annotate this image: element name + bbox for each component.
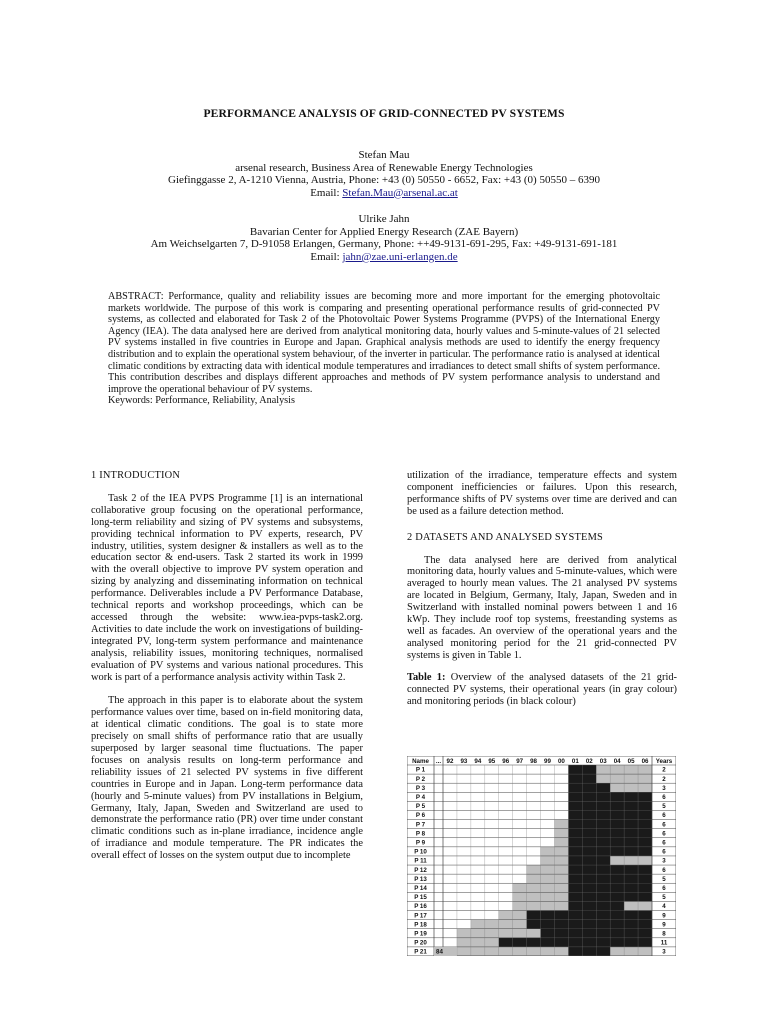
abstract-text: ABSTRACT: Performance, quality and reliability issues are becoming more and more important for the emerging photovoltaic markets worldwide. The purpose of this work is comparing and presenting operational performance results of grid-connected PV systems, as collected and elaborated for Task 2 of the Photovoltaic Power Systems Programme (PVPS) of the International Energy Agency (IEA). The data analysed here are derived from analytical monitoring data, hourly values and 5-minute-values of 21 selected PV systems installed in five countries in Europe and Japan. Graphical analysis methods are used to identify the energy frequency distribution and to explain the operational system behaviour, of the inverter in particular. The performance ratio is analysed at identical climatic conditions by extracting data with identical module temperatures and irradiances to detect small shifts of system performance. This contribution describes and displays different approaches and methods of PV system performance analysis to understand and improve the operational behaviour of PV systems. (108, 291, 660, 395)
author-address: Giefinggasse 2, A-1210 Vienna, Austria, Phone: +43 (0) 50550 - 6652, Fax: +43 (0) 50550 – 6390 (168, 174, 600, 187)
year-column-header: 97 (516, 758, 524, 765)
section-2-heading: 2 DATASETS AND ANALYSED SYSTEMS (407, 531, 603, 543)
author-block-1 (0, 149, 768, 199)
system-name: P 4 (415, 794, 426, 802)
system-name: P 17 (414, 912, 427, 920)
year-column-header: 03 (599, 758, 607, 765)
year-column-header: 00 (557, 758, 565, 765)
monitoring-bar (568, 856, 610, 865)
years-value: 5 (662, 803, 666, 811)
system-name: P 18 (414, 921, 427, 929)
years-value: 2 (662, 775, 666, 783)
system-name: P 21 (414, 948, 427, 956)
year-column-header: 01 (571, 758, 579, 765)
monitoring-bar (527, 911, 652, 920)
left-column (91, 470, 363, 862)
system-name: P 12 (414, 866, 427, 874)
author-email-link[interactable]: Stefan.Mau@arsenal.ac.at (342, 186, 458, 199)
years-value: 6 (662, 866, 666, 874)
year-column-header: 93 (460, 758, 468, 765)
section-1-heading: 1 INTRODUCTION (91, 470, 181, 481)
system-name: P 13 (414, 875, 427, 883)
header-years: Years (655, 758, 673, 765)
year-column-header: 92 (446, 758, 454, 765)
year-column-header: 02 (585, 758, 593, 765)
system-name: P 11 (414, 857, 427, 865)
years-value: 6 (662, 884, 666, 892)
author-block-2 (0, 213, 768, 263)
author-email-link[interactable]: jahn@zae.uni-erlangen.de (342, 250, 458, 263)
year-column-header: 99 (544, 758, 551, 765)
monitoring-bar (568, 947, 610, 956)
system-name: P 1 (415, 766, 426, 774)
year-column-header: 96 (502, 758, 510, 765)
years-value: 11 (660, 939, 668, 947)
header-name: Name (412, 758, 429, 765)
year-column-header: 98 (530, 758, 538, 765)
author-name: Stefan Mau (358, 149, 410, 161)
systems-years-chart (407, 756, 676, 956)
author-name: Ulrike Jahn (358, 213, 410, 225)
years-value: 9 (662, 912, 666, 920)
author-address: Am Weichselgarten 7, D-91058 Erlangen, Germany, Phone: ++49-9131-691-295, Fax: +49-9131-691-181 (150, 238, 618, 251)
right-column (407, 470, 677, 707)
monitoring-bar (568, 783, 610, 792)
email-label: Email: (310, 186, 343, 199)
year-column-header: 04 (613, 758, 621, 765)
system-name: P 9 (415, 839, 426, 847)
years-value: 6 (662, 830, 666, 838)
system-name: P 3 (415, 784, 426, 792)
years-value: 6 (662, 848, 666, 856)
years-value: 6 (662, 812, 666, 820)
table-caption-label: Table 1: (407, 671, 446, 683)
system-name: P 7 (415, 821, 426, 829)
system-name: P 14 (414, 884, 427, 892)
author-email-line (0, 251, 768, 264)
years-value: 3 (662, 784, 666, 792)
system-name: P 6 (415, 812, 426, 820)
table-caption (407, 672, 677, 708)
operational-bar (443, 947, 652, 956)
years-value: 9 (662, 921, 666, 929)
paragraph: The approach in this paper is to elaborate about the system performance values over time, based on in-field monitoring data, at identical climatic conditions. The goal is to state more precisely on small shifts of performance ratio that are usually superposed by larger seasonal time fluctuations. The paper focuses on analysis results on long-term performance and reliability issues of 21 selected PV systems in five different countries in Europe and in Japan. Long-term performance data (hourly and 5-minute values) from PV installations in Belgium, Germany, Italy, Japan, Sweden and Switzerland are used to demonstrate the performance ratio (PR) over time under constant climatic conditions such as in-plane irradiance, incidence angle of irradiance and module temperature. The PR indicates the overall effect of losses on the system output due to incomplete (91, 695, 363, 862)
monitoring-bar (499, 938, 652, 947)
system-name: P 15 (414, 894, 427, 902)
paragraph: The data analysed here are derived from analytical monitoring data, hourly values and 5-minute-values, which were averaged to hourly mean values. The 21 analysed PV systems are located in Belgium, Germany, Italy, Japan, Sweden and in Switzerland with installed nominal powers between 1 and 16 kWp. They include roof top systems, freestanding systems as well as facades. An overview of the operational years and the analysed monitoring period for the 21 grid-connected PV systems is given in Table 1. (407, 554, 677, 661)
system-name: P 16 (414, 903, 427, 911)
years-value: 3 (662, 948, 666, 956)
year-column-header: 94 (474, 758, 482, 765)
system-name: P 2 (415, 775, 426, 783)
email-label: Email: (310, 250, 343, 263)
years-value: 3 (662, 857, 666, 865)
year-column-header: 05 (627, 758, 635, 765)
system-name: P 19 (414, 930, 427, 938)
years-value: 5 (662, 875, 666, 883)
keywords: Keywords: Performance, Reliability, Analysis (108, 395, 295, 407)
paragraph: utilization of the irradiance, temperature effects and system component inefficiencies or failures. Upon this research, performance shifts of PV systems over time are derived and can be used as a failure detection method. (407, 470, 677, 517)
year-column-header: 95 (488, 758, 496, 765)
author-affiliation: arsenal research, Business Area of Renewable Energy Technologies (235, 161, 533, 174)
table-caption-text: Overview of the analysed datasets of the 21 grid-connected PV systems, their operational years (in gray colour) and monitoring periods (in black colour) (407, 671, 677, 707)
paragraph: Task 2 of the IEA PVPS Programme [1] is an international collaborative group focusing on the operational performance, long-term reliability and sizing of PV systems and subsystems, providing technical information to PV experts, research, PV industry, utilities, system designer & installers as well as to the education sector & end-users. Task 2 started its work in 1999 with the overall objective to improve PV system operation and sizing by analyzing and disseminating information on technical performance. Deliverables include a PV Performance Database, technical reports and workshop proceedings, which can be accessed through the website: www.iea-pvps-task2.org. Activities to date include the work on investigations of building-integrated PV, long-term system performance and maintenance analysis, reliability issues, monitoring techniques, normalised evaluation of PV systems and various national procedures. This work is part of a performance analysis activity within Task 2. (91, 492, 363, 683)
system-name: P 10 (414, 848, 427, 856)
pre-label: 84 (436, 948, 443, 956)
years-value: 6 (662, 794, 666, 802)
paper-title: PERFORMANCE ANALYSIS OF GRID-CONNECTED PV SYSTEMS (203, 107, 565, 120)
monitoring-bar (527, 920, 652, 929)
system-name: P 20 (414, 939, 427, 947)
author-affiliation: Bavarian Center for Applied Energy Research (ZAE Bayern) (249, 225, 519, 238)
header-ellipsis: ... (435, 758, 442, 765)
year-column-header: 06 (641, 758, 649, 765)
systems-years-table (407, 756, 676, 956)
years-value: 6 (662, 839, 666, 847)
years-value: 5 (662, 894, 666, 902)
years-value: 4 (662, 903, 666, 911)
system-name: P 8 (415, 830, 426, 838)
years-value: 8 (662, 930, 666, 938)
author-email-line (0, 187, 768, 200)
abstract (108, 291, 660, 407)
years-value: 2 (662, 766, 666, 774)
system-name: P 5 (415, 803, 426, 811)
years-value: 6 (662, 821, 666, 829)
